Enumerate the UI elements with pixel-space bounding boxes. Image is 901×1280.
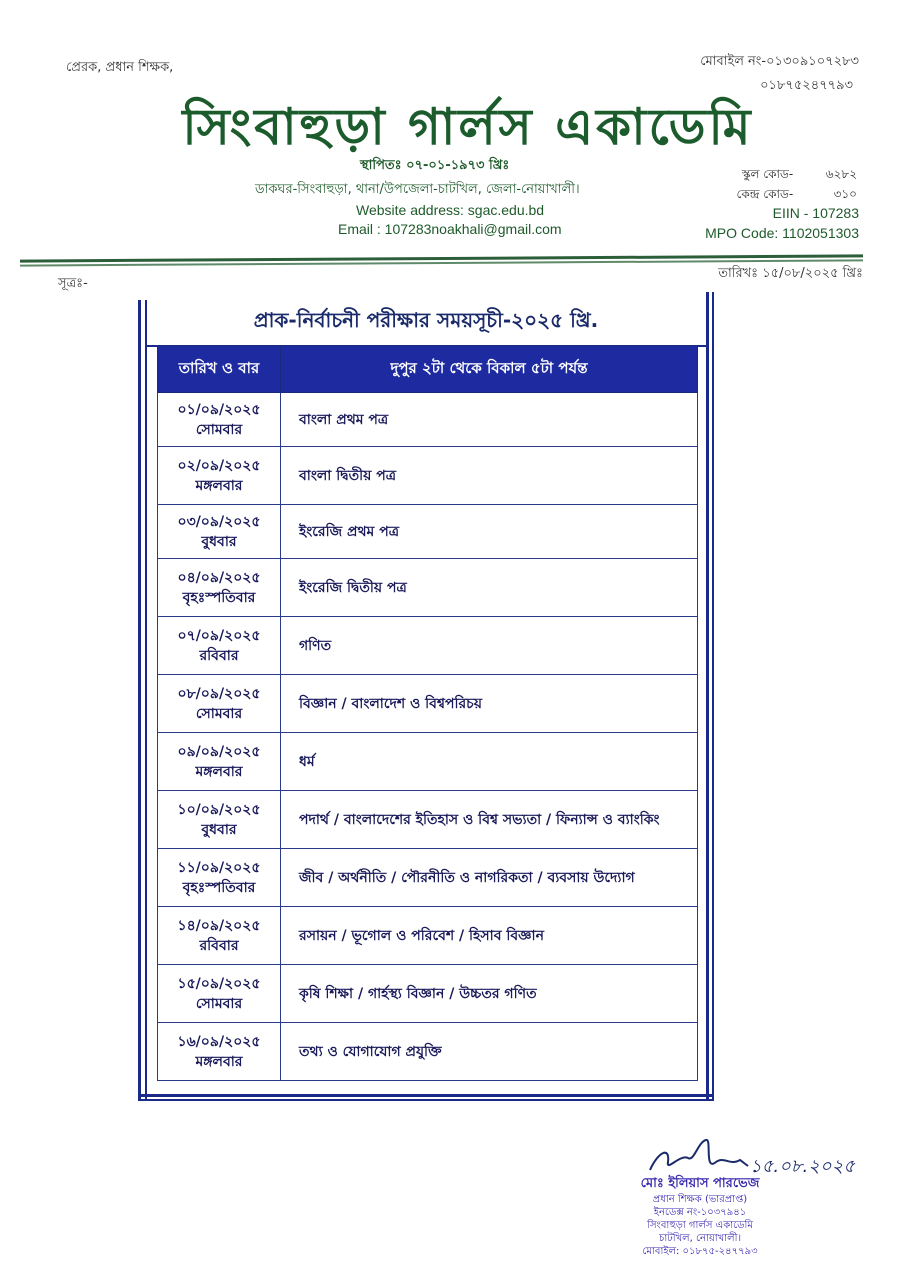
exam-day: মঙ্গলবার (195, 1053, 243, 1070)
date-day-cell (158, 559, 281, 617)
frame-border-left-inner (145, 300, 147, 1100)
stamp-mobile: মোবাইল: ০১৮৭৫-২৪৭৭৯৩ (642, 1246, 758, 1257)
frame-border-bottom-inner (138, 1099, 714, 1101)
exam-day: মঙ্গলবার (195, 477, 243, 494)
school-code-label: স্কুল কোড- (741, 167, 794, 181)
exam-date: ০৩/০৯/২০২৫ (177, 513, 261, 530)
exam-date: ১১/০৯/২০২৫ (177, 859, 261, 876)
subject-cell: বাংলা প্রথম পত্র (281, 393, 698, 447)
stamp-index-number: ইনডেক্স নং-১০৩৭৯৪১ (653, 1207, 747, 1218)
date-day-cell (158, 1023, 281, 1081)
date-day-cell (158, 849, 281, 907)
mobile-number-2: ০১৮৭৫২৪৭৭৯৩ (760, 78, 853, 93)
date-day-cell (158, 617, 281, 675)
stamp-name: মোঃ ইলিয়াস পারভেজ (640, 1176, 760, 1191)
date-day-cell (158, 393, 281, 447)
schedule-title: প্রাক-নির্বাচনী পরীক্ষার সময়সূচী-২০২৫ খ্রি. (253, 308, 599, 332)
center-code (736, 186, 857, 206)
table-row (158, 675, 698, 733)
date-day-cell (158, 733, 281, 791)
date-day-cell (158, 505, 281, 559)
center-code-value: ৩১০ (833, 187, 857, 201)
date-day-cell (158, 675, 281, 733)
subject-cell: তথ্য ও যোগাযোগ প্রযুক্তি (281, 1023, 698, 1081)
table-row (158, 733, 698, 791)
exam-date: ০৭/০৯/২০২৫ (177, 627, 261, 644)
school-code-value: ৬২৮২ (825, 167, 857, 181)
table-row (158, 791, 698, 849)
table-row (158, 505, 698, 559)
table-row (158, 965, 698, 1023)
school-address: ডাকঘর-সিংবাহুড়া, থানা/উপজেলা-চাটখিল, জেলা-নোয়াখালী। (255, 182, 580, 197)
frame-border-bottom (138, 1094, 714, 1097)
exam-day: বুধবার (201, 533, 237, 550)
exam-date: ১৪/০৯/২০২৫ (177, 917, 261, 934)
exam-day: বুধবার (201, 821, 237, 838)
subject-cell: রসায়ন / ভূগোল ও পরিবেশ / হিসাব বিজ্ঞান (281, 907, 698, 965)
email-address: Email : 107283noakhali@gmail.com (338, 221, 562, 237)
subject-cell: জীব / অর্থনীতি / পৌরনীতি ও নাগরিকতা / ব্যবসায় উদ্যোগ (281, 849, 698, 907)
exam-day: সোমবার (195, 421, 243, 438)
exam-date: ০১/০৯/২০২৫ (177, 401, 261, 418)
exam-date: ১৫/০৯/২০২৫ (177, 975, 261, 992)
reference-label: সূত্রঃ- (58, 276, 88, 291)
subject-cell: বাংলা দ্বিতীয় পত্র (281, 447, 698, 505)
letter-date: তারিখঃ ১৫/০৮/২০২৫ খ্রিঃ (718, 266, 863, 281)
signature-date: ১৫.০৮.২০২৫ (750, 1156, 855, 1177)
stamp-location: চাটখিল, নোয়াখালী। (658, 1233, 742, 1244)
subject-cell: কৃষি শিক্ষা / গার্হস্থ্য বিজ্ঞান / উচ্চতর গণিত (281, 965, 698, 1023)
frame-border-right (706, 292, 709, 1100)
eiin-number: EIIN - 107283 (772, 205, 859, 221)
subject-cell: ইংরেজি দ্বিতীয় পত্র (281, 559, 698, 617)
date-day-cell (158, 965, 281, 1023)
stamp-school: সিংবাহুড়া গার্লস একাডেমি (647, 1220, 753, 1231)
table-row (158, 393, 698, 447)
frame-border-right-inner (712, 292, 714, 1100)
mpo-code: MPO Code: 1102051303 (705, 225, 859, 241)
table-header-row (158, 346, 698, 393)
center-code-label: কেন্দ্র কোড- (736, 187, 794, 201)
exam-day: রবিবার (199, 647, 239, 664)
table-row (158, 617, 698, 675)
exam-date: ০৮/০৯/২০২৫ (177, 685, 261, 702)
exam-day: রবিবার (199, 937, 239, 954)
school-code (742, 166, 857, 186)
exam-schedule-table (157, 345, 698, 1081)
exam-day: সোমবার (195, 995, 243, 1012)
table-row (158, 907, 698, 965)
exam-date: ০৯/০৯/২০২৫ (177, 743, 261, 760)
exam-day: সোমবার (195, 705, 243, 722)
exam-date: ০২/০৯/২০২৫ (177, 457, 261, 474)
exam-date: ১০/০৯/২০২৫ (177, 801, 261, 818)
stamp-designation: প্রধান শিক্ষক (ভারপ্রাপ্ত) (652, 1194, 748, 1205)
header-date-day: তারিখ ও বার (158, 346, 281, 393)
table-row (158, 849, 698, 907)
website-address: Website address: sgac.edu.bd (356, 202, 545, 218)
exam-date: ০৪/০৯/২০২৫ (177, 569, 261, 586)
mobile-number-1: মোবাইল নং-০১৩০৯১০৭২৮৩ (700, 54, 859, 69)
header-time: দুপুর ২টা থেকে বিকাল ৫টা পর্যন্ত (281, 346, 698, 393)
date-day-cell (158, 791, 281, 849)
subject-cell: গণিত (281, 617, 698, 675)
table-row (158, 447, 698, 505)
subject-cell: ধর্ম (281, 733, 698, 791)
exam-day: বৃহঃস্পতিবার (182, 879, 256, 896)
date-day-cell (158, 907, 281, 965)
established-date: স্থাপিতঃ ০৭-০১-১৯৭৩ খ্রিঃ (360, 158, 510, 173)
school-name-heading: সিংবাহুড়া গার্লস একাডেমি (182, 98, 754, 156)
subject-cell: পদার্থ / বাংলাদেশের ইতিহাস ও বিশ্ব সভ্যতা / ফিন্যান্স ও ব্যাংকিং (281, 791, 698, 849)
frame-border-left (138, 300, 141, 1100)
exam-date: ১৬/০৯/২০২৫ (177, 1033, 261, 1050)
table-row (158, 1023, 698, 1081)
subject-cell: ইংরেজি প্রথম পত্র (281, 505, 698, 559)
subject-cell: বিজ্ঞান / বাংলাদেশ ও বিশ্বপরিচয় (281, 675, 698, 733)
table-row (158, 559, 698, 617)
exam-day: বৃহঃস্পতিবার (182, 589, 256, 606)
date-day-cell (158, 447, 281, 505)
sender-line: প্রেরক, প্রধান শিক্ষক, (66, 60, 174, 75)
exam-day: মঙ্গলবার (195, 763, 243, 780)
